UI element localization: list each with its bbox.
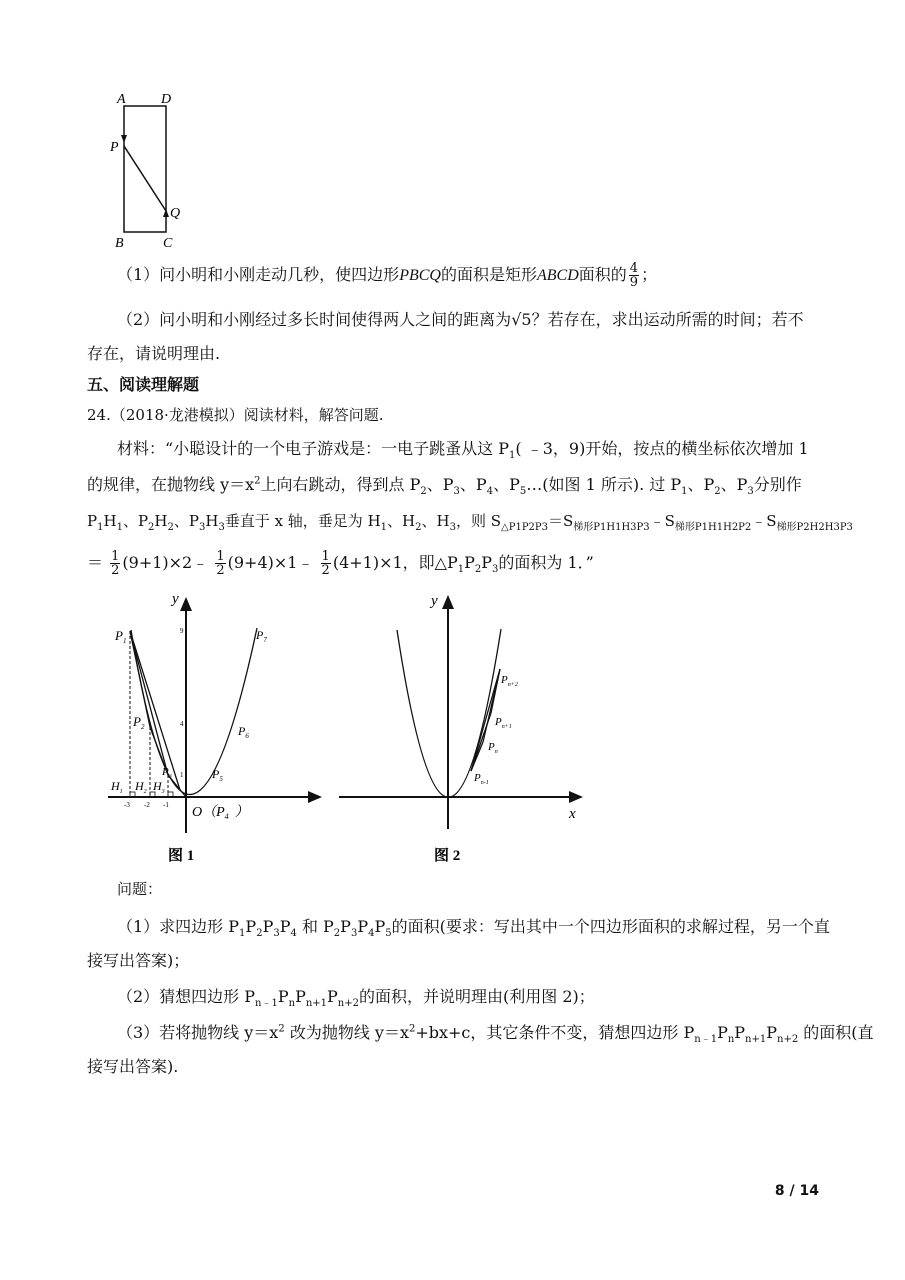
fig1-xtick: -2 [144,801,150,809]
question-3-line2: 接写出答案). [87,1057,179,1076]
fig2-point-pn: $P_n$ [488,741,498,755]
q23-part1: （1）问小明和小刚走动几秒，使四边形PBCQ的面积是矩形ABCD面积的 $\frac{4}{9}$ ； [117,261,658,290]
figure-2-parabola [335,585,595,870]
fig1-xtick: -3 [124,801,130,809]
question-1: （1）求四边形 $P_1P_2P_3P_4$ 和 $P_2P_3P_4P_5$的面积(要求：写出其中一个四边形面积的求解过程，另一个直 [117,917,830,940]
label-D: D [161,92,172,107]
section-title: 五、阅读理解题 [87,375,200,394]
material-line3: $P_1H_1$、$P_2H_2$、$P_3H_3$垂直于 x 轴，垂足为 $H_1$、$H_2$、$H_3$，则 $S_{\triangle P1P2P3}=S_{梯形P1H1H3P3}﹣S_{梯形P1H1H2P2}﹣S_{梯形P2H2H3P3}$ [87,512,853,533]
question-2: （2）猜想四边形 $P_{n﹣1}P_nP_{n+1}P_{n+2}$的面积，并说明理由(利用图 2)； [117,987,595,1010]
fig1-tick-4: 4 [180,720,184,728]
fig2-y-label: y [431,593,438,609]
fig1-h2: $H_2$ [135,779,147,795]
fig1-point-p2: $P_2$ [133,714,145,731]
fig1-point-p5: $P_5$ [212,767,223,783]
question-1-line2: 接写出答案)； [87,951,190,970]
label-Q: Q [170,206,181,221]
fig1-y-label: y [172,591,179,607]
fig1-point-p7: $P_7$ [256,628,267,644]
fig1-xtick: -1 [163,801,169,809]
fig1-origin-label: $O(P_4$ ） [192,805,249,821]
fig1-h1: $H_1$ [111,779,123,795]
fig1-point-p1: $P_1$ [115,628,127,645]
q24-header: 24.（2018·龙港模拟）阅读材料，解答问题. [87,406,384,424]
fig1-point-p6: $P_6$ [238,724,249,740]
fraction-four-ninths: $\frac{4}{9}$ [629,261,639,290]
rectangle-figure [105,85,205,255]
material-line1: 材料：“小聪设计的一个电子游戏是：一电子跳蚤从这 $P_1$( ﹣3，9)开始，按点的横坐标依次增加 1 [117,439,809,462]
fig2-point-pn2: $P_{n+2}$ [501,674,518,688]
fig1-point-p3: $P_3$ [162,766,172,780]
label-C: C [163,236,173,251]
fig1-tick-9: 9 [180,627,184,635]
page-number: 8 / 14 [774,1183,819,1199]
question-3: （3）若将抛物线 $y=x^2$ 改为抛物线 $y=x^2+bx+c$，其它条件不变，猜想四边形 $P_{n﹣1}P_nP_{n+1}P_{n+2}$ 的面积(直 [117,1023,874,1046]
fig1-tick-1: 1 [180,771,184,779]
fig2-point-pn1: $P_{n+1}$ [495,716,512,730]
fig2-x-label: x [569,806,576,822]
label-P: P [110,140,119,155]
questions-label: 问题： [117,880,163,898]
fig2-point-pn-1: $P_{n-1}$ [474,772,489,786]
fig1-h3: $H_3$ [153,779,165,795]
material-line2: 的规律，在抛物线 $y=x^2$上向右跳动，得到点 $P_2$、$P_3$、$P_4$、$P_5\dots$(如图 1 所示). 过 $P_1$、$P_2$、$P_3$分别作 [87,475,802,498]
material-line4: ＝ $\frac{1}{2}$ (9+1)×2﹣ $\frac{1}{2}$ (9+4)×1﹣ $\frac{1}{2}$ (4+1)×1，即$\triangle P_1P_2P_3$的面积为 1．” [87,549,594,578]
figure-1-parabola [100,585,340,870]
q23-part2-line2: 存在，请说明理由. [87,344,221,363]
label-B: B [115,236,124,251]
label-A: A [117,92,126,107]
fig2-caption: 图 2 [434,848,461,864]
fig1-caption: 图 1 [168,848,195,864]
q23-part2: （2）问小明和小刚经过多长时间使得两人之间的距离为√5？若存在，求出运动所需的时间；若不 [117,310,804,329]
